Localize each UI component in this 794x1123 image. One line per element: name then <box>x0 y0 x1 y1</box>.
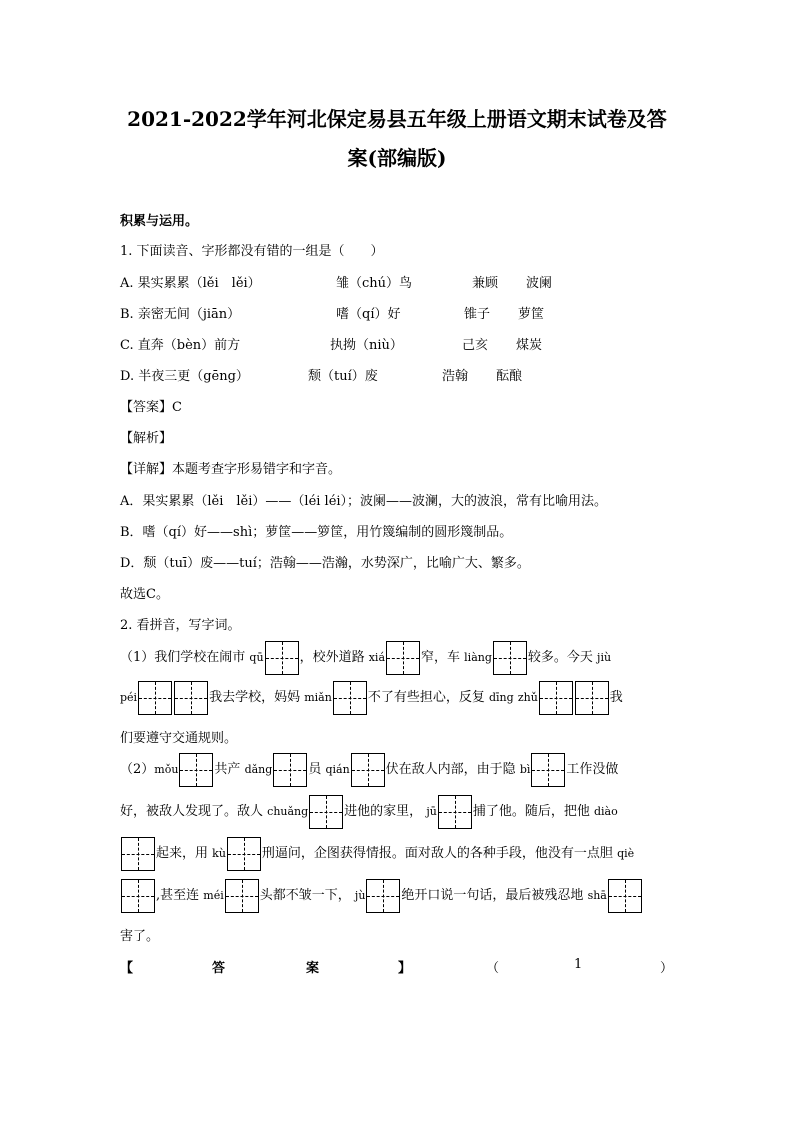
answer-box[interactable] <box>265 641 299 675</box>
q1-option-d <box>120 365 680 383</box>
q1-option-b <box>120 303 680 321</box>
q2-p2-line3: 起来，用 kù 刑逼问，企图获得情报。面对敌人的各种手段，他没有一点胆 qiè <box>120 836 634 872</box>
pinyin: chuǎng <box>267 805 309 818</box>
answer-box[interactable] <box>273 753 307 787</box>
q1-detail: 【详解】本题考查字形易错字和字音。 <box>120 462 342 477</box>
option-label: C. 直奔（bèn）前方 <box>120 338 241 353</box>
option-item: 波阑 <box>526 276 553 291</box>
pinyin: jù <box>354 889 366 902</box>
answer-box[interactable] <box>575 681 609 715</box>
pinyin: dǎng <box>244 763 273 776</box>
answer-box[interactable] <box>138 681 172 715</box>
option-item: 浩翰 <box>442 369 469 384</box>
pinyin: jiù <box>597 651 612 664</box>
answer-box[interactable] <box>121 879 155 913</box>
option-item: 雏（chú）鸟 <box>336 276 413 291</box>
pinyin: mǒu <box>154 763 179 776</box>
q2-p2-line2: 好，被敌人发现了。敌人 chuǎng 进他的家里， jū 捕了他。随后，把他 diào <box>120 794 618 830</box>
answer-box[interactable] <box>174 681 208 715</box>
section-heading: 积累与运用。 <box>120 214 199 229</box>
q2-stem: 2. 看拼音，写字词。 <box>120 618 241 633</box>
pinyin: miǎn <box>304 691 332 704</box>
q1-explain-b: B．嗜（qí）好——shì；萝筐——箩筐，用竹篾编制的圆形篾制品。 <box>120 525 513 540</box>
answer-box[interactable] <box>225 879 259 913</box>
answer-box[interactable] <box>121 837 155 871</box>
pinyin: zhǔ <box>517 691 538 704</box>
option-item: 己亥 <box>462 338 489 353</box>
pinyin: xiá <box>368 651 385 664</box>
pinyin: shā <box>587 889 607 902</box>
pinyin: liàng <box>464 651 492 664</box>
q1-analysis-heading: 【解析】 <box>120 431 173 446</box>
pinyin: qián <box>325 763 350 776</box>
answer-box[interactable] <box>366 879 400 913</box>
q2-p1-line2: péi 我去学校，妈妈 miǎn 不了有些担心，反复 dīng zhǔ 我 <box>120 680 623 716</box>
answer-box[interactable] <box>531 753 565 787</box>
option-item: 酝酿 <box>496 369 523 384</box>
answer-box[interactable] <box>386 641 420 675</box>
answer-box[interactable] <box>438 795 472 829</box>
option-item: 锥子 <box>464 307 491 322</box>
option-item: 萝筐 <box>518 307 545 322</box>
pinyin: péi <box>120 691 138 704</box>
answer-box[interactable] <box>179 753 213 787</box>
pinyin: kù <box>212 847 226 860</box>
pinyin: qū <box>249 651 264 664</box>
q2-answer-label: 【 答 案 】 （ 1 ） <box>120 957 674 976</box>
q1-option-c <box>120 334 680 352</box>
doc-title-line2: 案(部编版) <box>347 146 447 170</box>
q1-answer: 【答案】C <box>120 400 182 415</box>
option-item: 嗜（qí）好 <box>336 307 401 322</box>
answer-box[interactable] <box>539 681 573 715</box>
option-item: 兼顾 <box>472 276 499 291</box>
answer-box[interactable] <box>351 753 385 787</box>
option-label: B. 亲密无间（jiān） <box>120 307 241 322</box>
answer-box[interactable] <box>227 837 261 871</box>
pinyin: méi <box>203 889 224 902</box>
q2-p2-line5: 害了。 <box>120 929 160 944</box>
option-label: D. 半夜三更（gēng） <box>120 369 249 384</box>
answer-box[interactable] <box>608 879 642 913</box>
option-item: 颓（tuí）废 <box>308 369 378 384</box>
q1-conclusion: 故选C。 <box>120 587 169 602</box>
q1-explain-a: A．果实累累（lěi lěi）——（léi léi）；波阑——波澜，大的波浪，常有比喻用法。 <box>120 494 608 509</box>
q2-p2-line4: ,甚至连 méi 头都不皱一下， jù 绝开口说一句话，最后被残忍地 shā <box>120 878 643 914</box>
option-item: 执拗（niù） <box>330 338 403 353</box>
option-item: 煤炭 <box>516 338 543 353</box>
pinyin: bì <box>519 763 531 776</box>
q1-explain-d: D．颓（tuī）废——tuí；浩翰——浩瀚，水势深广，比喻广大、繁多。 <box>120 556 530 571</box>
q2-p1-line3: 们要遵守交通规则。 <box>120 731 238 746</box>
pinyin: dīng <box>488 691 514 704</box>
q1-stem: 1. 下面读音、字形都没有错的一组是（ ） <box>120 244 384 259</box>
q1-option-a <box>120 272 680 290</box>
pinyin: jū <box>426 805 437 818</box>
answer-box[interactable] <box>309 795 343 829</box>
pinyin: qiè <box>617 847 635 860</box>
option-label: A. 果实累累（lěi lěi） <box>120 276 261 291</box>
answer-box[interactable] <box>493 641 527 675</box>
answer-box[interactable] <box>333 681 367 715</box>
q2-p2-line1: （2）mǒu 共产 dǎng 员 qián 伏在敌人内部，由于隐 bì 工作没做 <box>120 752 618 788</box>
pinyin: diào <box>593 805 618 818</box>
q2-p1-line1: （1）我们学校在闹市 qū ，校外道路 xiá 窄，车 liàng 较多。今天 jiù <box>120 640 611 676</box>
doc-title-line1: 2021-2022学年河北保定易县五年级上册语文期末试卷及答 <box>127 107 667 131</box>
